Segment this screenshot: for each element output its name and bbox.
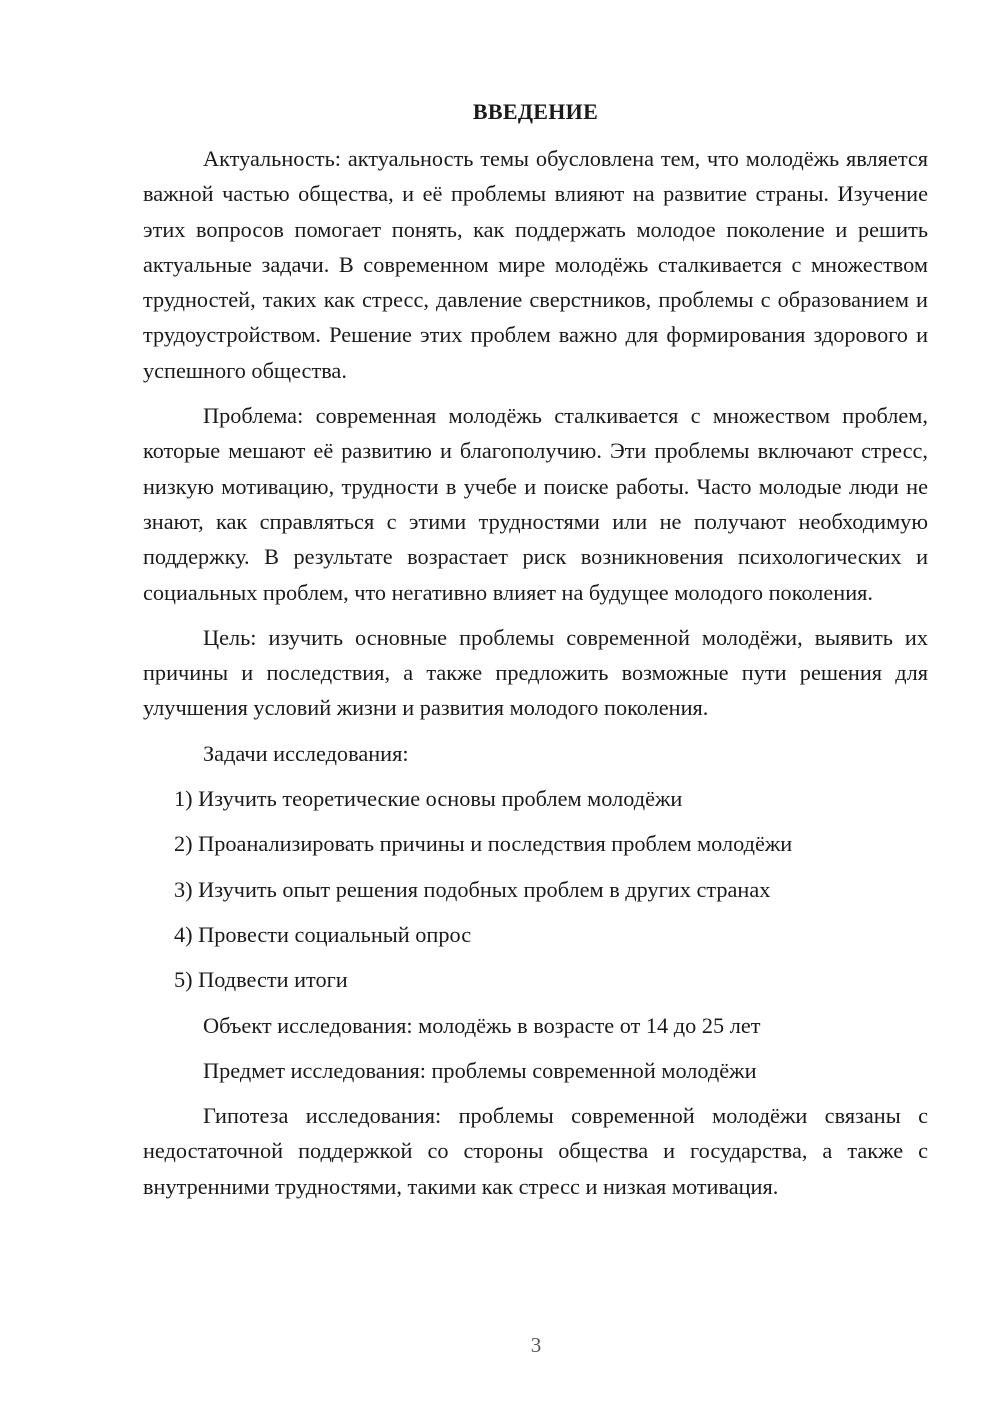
page-number: 3 xyxy=(530,1333,542,1357)
relevance-paragraph: Актуальность: актуальность темы обусловлена тем, что молодёжь является важной частью общества, и её проблемы влияют на развитие страны. Изучение этих вопросов помогает понять, как поддержать молодое поколение и решить актуальные задачи. В современном мире молодёжь сталкивается с множеством трудностей, таких как стресс, давление сверстников, проблемы с образованием и трудоустройством. Решение этих проблем важно для формирования здорового и успешного общества. xyxy=(143,146,928,383)
task-item: 4) Провести социальный опрос xyxy=(174,921,472,947)
tasks-list xyxy=(143,781,928,997)
task-item: 2) Проанализировать причины и последствия проблем молодёжи xyxy=(174,831,793,857)
task-item: 1) Изучить теоретические основы проблем молодёжи xyxy=(174,786,683,812)
page-title: ВВЕДЕНИЕ xyxy=(472,99,599,124)
goal-paragraph: Цель: изучить основные проблемы современной молодёжи, выявить их причины и последствия, а также предложить возможные пути решения для улучшения условий жизни и развития молодого поколения. xyxy=(143,624,928,721)
tasks-heading: Задачи исследования: xyxy=(203,740,409,766)
problem-paragraph: Проблема: современная молодёжь сталкивается с множеством проблем, которые мешают её развитию и благополучию. Эти проблемы включают стресс, низкую мотивацию, трудности в учебе и поиске работы. Часто молодые люди не знают, как справляться с этими трудностями или не получают необходимую поддержку. В результате возрастает риск возникновения психологических и социальных проблем, что негативно влияет на будущее молодого поколения. xyxy=(143,403,928,605)
document-body xyxy=(143,141,928,1204)
object-paragraph: Объект исследования: молодёжь в возрасте от 14 до 25 лет xyxy=(203,1012,761,1038)
task-item: 3) Изучить опыт решения подобных проблем в других странах xyxy=(174,876,771,902)
subject-paragraph: Предмет исследования: проблемы современной молодёжи xyxy=(203,1057,757,1083)
hypothesis-paragraph: Гипотеза исследования: проблемы современной молодёжи связаны с недостаточной поддержкой со стороны общества и государства, а также с внутренними трудностями, такими как стресс и низкая мотивация. xyxy=(143,1103,928,1199)
task-item: 5) Подвести итоги xyxy=(174,967,348,993)
